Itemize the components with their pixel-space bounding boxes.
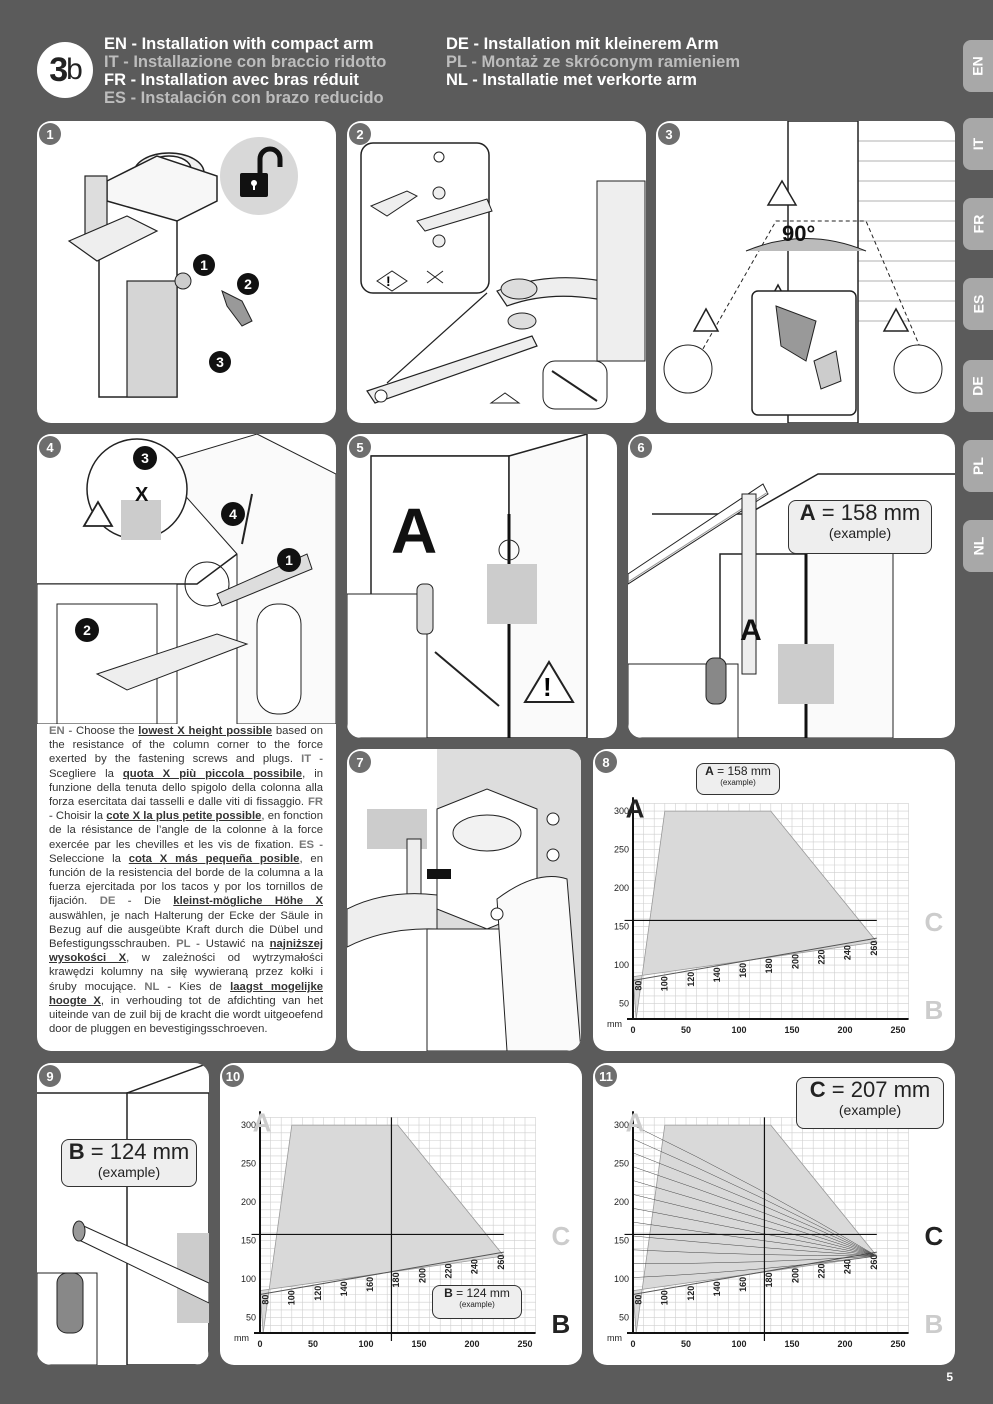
svg-text:!: ! — [386, 273, 391, 289]
tab-pl[interactable]: PL — [963, 440, 993, 492]
measure-b-illustration — [37, 1063, 209, 1365]
axis-letter-c: C — [924, 906, 944, 937]
panel-6 — [628, 434, 955, 738]
unit-label: mm — [234, 1333, 249, 1343]
axis-letter-b: B — [924, 995, 944, 1025]
y-tick-label: 300 — [240, 1120, 256, 1131]
x-tick-label: 50 — [680, 1339, 692, 1349]
c-tick-label: 160 — [738, 962, 749, 978]
c-tick-label: 220 — [443, 1263, 454, 1279]
y-tick-label: 250 — [240, 1158, 256, 1169]
x-tick-label: 100 — [731, 1025, 747, 1035]
step-marker-3: 3 — [209, 351, 231, 373]
y-tick-label: 150 — [613, 1235, 629, 1246]
bracket-fixing-illustration — [347, 749, 581, 1051]
panel-9 — [37, 1063, 209, 1365]
c-tick-label: 100 — [286, 1290, 297, 1306]
x-tick-label: 200 — [464, 1339, 480, 1349]
axis-letter-a: A — [625, 1107, 645, 1138]
step-marker-4: 4 — [221, 502, 245, 526]
c-tick-label: 100 — [659, 1290, 670, 1306]
c-tick-label: 260 — [495, 1254, 506, 1270]
c-tick-label: 80 — [633, 1294, 644, 1305]
y-tick-label: 200 — [613, 883, 629, 894]
y-tick-label: 100 — [240, 1274, 256, 1285]
x-tick-label: 100 — [358, 1339, 374, 1349]
panel-number: 10 — [222, 1065, 244, 1087]
section-titles-right — [446, 35, 740, 89]
panel-7 — [347, 749, 581, 1051]
x-tick-label: 50 — [307, 1339, 319, 1349]
x-tick-label: 150 — [411, 1339, 427, 1349]
y-tick-label: 200 — [240, 1197, 256, 1208]
y-tick-label: 300 — [613, 1120, 629, 1131]
panel-number: 3 — [658, 123, 680, 145]
b-value-callout: B = 124 mm (example) — [61, 1139, 197, 1187]
panel-number: 7 — [349, 751, 371, 773]
instruction-text: EN - Choose the lowest X height possible based on the resistance of the column corner to the force exerted by the fastening screws and plugs. IT - Scegliere la quota X più piccola possibile, in funzione della tenuta dello spigolo della colonna alla forza esercitata dai tasselli e dalle viti di fissaggio. FR - Choisir la cote X la plus petite possible, en fonction de la résistance de l’angle de la colonne à la force exercée par les chevilles et les vis de fixation. ES - Seleccione la cota X más pequeña posible, en función de la resistencia del borde de la columna a la fuerza ejercitada por los tacos y por los tornillos de fijación. DE - Die kleinst-mögliche Höhe X auswählen, je nach Halterung der Ecke der Säule in Bezug auf die ausgeübte Kraft durch die Dübel und Befestigungsschrauben. PL - Ustawić na najniższej wysokości X, w zależności od wytrzymałości krawędzi kolumny na siłę wywieraną przez kołki i śruby mocujące. NL - Kies de laagst mogelijke hoogte X, in verhouding tot de afdichting van het uiteinde van de zuil bij de kracht die wordt uitgeoefend door de pluggen en bevestigingsschroeven. — [49, 725, 324, 1036]
panel-number: 9 — [39, 1065, 61, 1087]
title-de: DE - Installation mit kleinerem Arm — [446, 35, 719, 53]
panel-number: 11 — [595, 1065, 617, 1087]
a-label: A — [391, 495, 438, 567]
panel-number: 8 — [595, 751, 617, 773]
arm-assembly-illustration — [347, 121, 646, 423]
c-tick-label: 140 — [711, 1281, 722, 1297]
c-tick-label: 120 — [685, 1285, 696, 1301]
measure-a-illustration — [628, 434, 955, 738]
panel-8 — [593, 749, 955, 1051]
c-tick-label: 200 — [790, 953, 801, 969]
step-marker-1: 1 — [193, 254, 215, 276]
c-tick-label: 160 — [365, 1276, 376, 1292]
c-tick-label: 220 — [816, 1263, 827, 1279]
tab-en[interactable]: EN — [963, 40, 993, 92]
c-tick-label: 140 — [711, 967, 722, 983]
title-nl: NL - Installatie met verkorte arm — [446, 71, 697, 89]
c-tick-label: 160 — [738, 1276, 749, 1292]
y-tick-label: 250 — [613, 1158, 629, 1169]
y-tick-label: 300 — [613, 806, 629, 817]
tab-fr[interactable]: FR — [963, 198, 993, 250]
title-pl: PL - Montaż ze skróconym ramieniem — [446, 53, 741, 71]
angle-label: 90° — [782, 221, 816, 246]
column-mark-illustration — [347, 434, 617, 738]
a-label: A — [740, 614, 762, 647]
c-tick-label: 240 — [842, 1259, 853, 1275]
c-tick-label: 120 — [312, 1285, 323, 1301]
tab-it[interactable]: IT — [963, 118, 993, 170]
c-tick-label: 220 — [816, 949, 827, 965]
svg-text:!: ! — [543, 672, 552, 702]
x-label: X — [135, 484, 149, 506]
x-tick-label: 200 — [837, 1339, 853, 1349]
panel-11 — [593, 1063, 955, 1365]
a-value-callout: A = 158 mm (example) — [696, 763, 780, 795]
panel-number: 4 — [39, 436, 61, 458]
c-tick-label: 180 — [391, 1272, 402, 1288]
c-tick-label: 80 — [260, 1294, 271, 1305]
c-tick-label: 100 — [659, 976, 670, 992]
x-tick-label: 50 — [680, 1025, 692, 1035]
c-tick-label: 260 — [868, 940, 879, 956]
tab-nl[interactable]: NL — [963, 520, 993, 572]
x-tick-label: 250 — [517, 1339, 533, 1349]
unit-label: mm — [607, 1019, 622, 1029]
padlock-open-icon — [220, 137, 298, 215]
c-tick-label: 240 — [469, 1259, 480, 1275]
c-tick-label: 180 — [764, 958, 775, 974]
x-tick-label: 250 — [890, 1339, 906, 1349]
c-tick-label: 180 — [764, 1272, 775, 1288]
c-tick-label: 80 — [633, 980, 644, 991]
b-value-callout: B = 124 mm (example) — [432, 1285, 522, 1319]
y-tick-label: 50 — [618, 1312, 629, 1323]
title-en: EN - Installation with compact arm — [104, 35, 374, 53]
x-tick-label: 0 — [630, 1025, 636, 1035]
c-tick-label: 240 — [842, 945, 853, 961]
step-marker-2: 2 — [75, 618, 99, 642]
y-tick-label: 200 — [613, 1197, 629, 1208]
y-tick-label: 50 — [245, 1312, 256, 1323]
panel-number: 2 — [349, 123, 371, 145]
axis-letter-c: C — [924, 1220, 944, 1251]
x-tick-label: 250 — [890, 1025, 906, 1035]
title-es: ES - Instalación con brazo reducido — [104, 89, 384, 107]
step-marker-1: 1 — [277, 548, 301, 572]
step-marker-2: 2 — [237, 273, 259, 295]
marking-illustration — [37, 434, 336, 724]
axis-letter-b: B — [924, 1309, 944, 1339]
axis-letter-c: C — [551, 1220, 571, 1251]
y-tick-label: 100 — [613, 1274, 629, 1285]
c-tick-label: 140 — [338, 1281, 349, 1297]
x-tick-label: 200 — [837, 1025, 853, 1035]
title-fr: FR - Installation avec bras réduit — [104, 71, 359, 89]
y-tick-label: 250 — [613, 844, 629, 855]
y-tick-label: 150 — [240, 1235, 256, 1246]
section-titles-left — [104, 35, 386, 107]
section-badge: 3 b — [37, 42, 93, 98]
c-tick-label: 260 — [868, 1254, 879, 1270]
tab-de[interactable]: DE — [963, 360, 993, 412]
a-value-callout: A = 158 mm (example) — [788, 500, 932, 554]
unit-label: mm — [607, 1333, 622, 1343]
x-tick-label: 150 — [784, 1339, 800, 1349]
y-tick-label: 50 — [618, 998, 629, 1009]
tab-es[interactable]: ES — [963, 278, 993, 330]
title-it: IT - Installazione con braccio ridotto — [104, 53, 387, 71]
panel-5 — [347, 434, 617, 738]
c-value-callout: C = 207 mm (example) — [796, 1077, 944, 1129]
column-angle-illustration — [656, 121, 955, 423]
panel-number: 6 — [630, 436, 652, 458]
axis-letter-b: B — [551, 1309, 571, 1339]
panel-2 — [347, 121, 646, 423]
c-tick-label: 200 — [790, 1267, 801, 1283]
page-number: 5 — [946, 1370, 953, 1384]
x-tick-label: 150 — [784, 1025, 800, 1035]
axis-letter-a: A — [625, 793, 645, 824]
panel-3 — [656, 121, 955, 423]
step-marker-3: 3 — [133, 446, 157, 470]
y-tick-label: 150 — [613, 921, 629, 932]
panel-number: 5 — [349, 436, 371, 458]
panel-10 — [220, 1063, 582, 1365]
x-tick-label: 0 — [630, 1339, 636, 1349]
axis-letter-a: A — [252, 1107, 272, 1138]
x-tick-label: 0 — [257, 1339, 263, 1349]
panel-number: 1 — [39, 123, 61, 145]
y-tick-label: 100 — [613, 960, 629, 971]
c-tick-label: 200 — [417, 1267, 428, 1283]
panel-1 — [37, 121, 336, 423]
panel-4 — [37, 434, 336, 1051]
x-tick-label: 100 — [731, 1339, 747, 1349]
chart-10 — [220, 1063, 582, 1365]
c-tick-label: 120 — [685, 971, 696, 987]
